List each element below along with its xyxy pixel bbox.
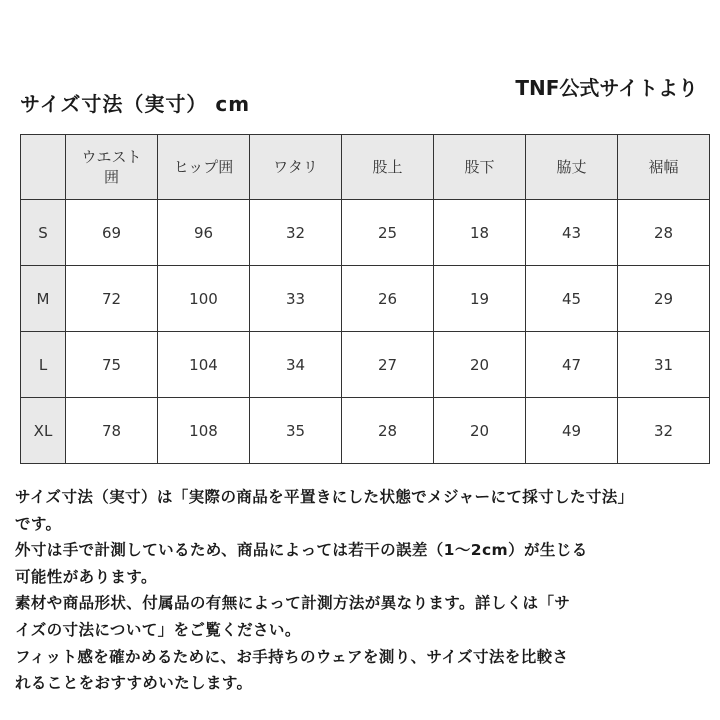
header-rise (342, 135, 434, 200)
table-cell: 43 (526, 200, 618, 266)
size-label: S (21, 200, 66, 266)
table-cell: 18 (434, 200, 526, 266)
table-cell: 32 (618, 398, 710, 464)
table-cell: 27 (342, 332, 434, 398)
table-cell: 28 (342, 398, 434, 464)
table-cell: 32 (250, 200, 342, 266)
header-label: 裾幅 (648, 158, 679, 176)
size-label: M (21, 266, 66, 332)
note-line: 素材や商品形状、付属品の有無によって計測方法が異なります。詳しくは「サ (15, 594, 571, 613)
size-label: L (21, 332, 66, 398)
header-label: 股下 (464, 158, 495, 176)
size-label: XL (21, 398, 66, 464)
header-inseam (434, 135, 526, 200)
table-row (21, 332, 710, 398)
table-cell: 69 (66, 200, 158, 266)
table-cell: 19 (434, 266, 526, 332)
table-cell: 29 (618, 266, 710, 332)
header-waist (66, 135, 158, 200)
table-row (21, 398, 710, 464)
measurement-notes (15, 484, 715, 697)
header-label: ワタリ (273, 158, 318, 176)
table-cell: 20 (434, 398, 526, 464)
table-row (21, 200, 710, 266)
header-corner-cell (21, 135, 66, 200)
size-table (20, 134, 710, 464)
note-line: です。 (15, 514, 62, 533)
note-line: れることをおすすめいたします。 (15, 674, 253, 693)
table-cell: 47 (526, 332, 618, 398)
page-title: サイズ寸法（実寸） cm (20, 92, 251, 116)
header-label: ウエスト 囲 (81, 148, 142, 186)
note-line: サイズ寸法（実寸）は「実際の商品を平置きにした状態でメジャーにて採寸した寸法」 (15, 488, 634, 506)
header-hip (158, 135, 250, 200)
table-cell: 100 (158, 266, 250, 332)
table-cell: 33 (250, 266, 342, 332)
table-cell: 35 (250, 398, 342, 464)
table-cell: 45 (526, 266, 618, 332)
table-cell: 20 (434, 332, 526, 398)
table-cell: 108 (158, 398, 250, 464)
table-cell: 26 (342, 266, 434, 332)
header-label: 脇丈 (556, 158, 587, 176)
table-header-row (21, 135, 710, 200)
header-outseam (526, 135, 618, 200)
table-cell: 34 (250, 332, 342, 398)
table-cell: 49 (526, 398, 618, 464)
table-cell: 104 (158, 332, 250, 398)
table-cell: 72 (66, 266, 158, 332)
table-cell: 96 (158, 200, 250, 266)
header-label: ヒップ囲 (173, 158, 234, 176)
note-line: 外寸は手で計測しているため、商品によっては若干の誤差（1〜2cm）が生じる (15, 541, 588, 560)
source-note: TNF公式サイトより (515, 76, 698, 100)
table-cell: 31 (618, 332, 710, 398)
table-cell: 25 (342, 200, 434, 266)
header-label: 股上 (372, 158, 403, 176)
table-cell: 28 (618, 200, 710, 266)
note-line: フィット感を確かめるために、お手持ちのウェアを測り、サイズ寸法を比較さ (15, 647, 569, 666)
header-hem-width (618, 135, 710, 200)
note-line: 可能性があります。 (15, 567, 157, 586)
table-row (21, 266, 710, 332)
header-thigh (250, 135, 342, 200)
table-cell: 78 (66, 398, 158, 464)
note-line: イズの寸法について」をご覧ください。 (15, 620, 301, 639)
table-cell: 75 (66, 332, 158, 398)
